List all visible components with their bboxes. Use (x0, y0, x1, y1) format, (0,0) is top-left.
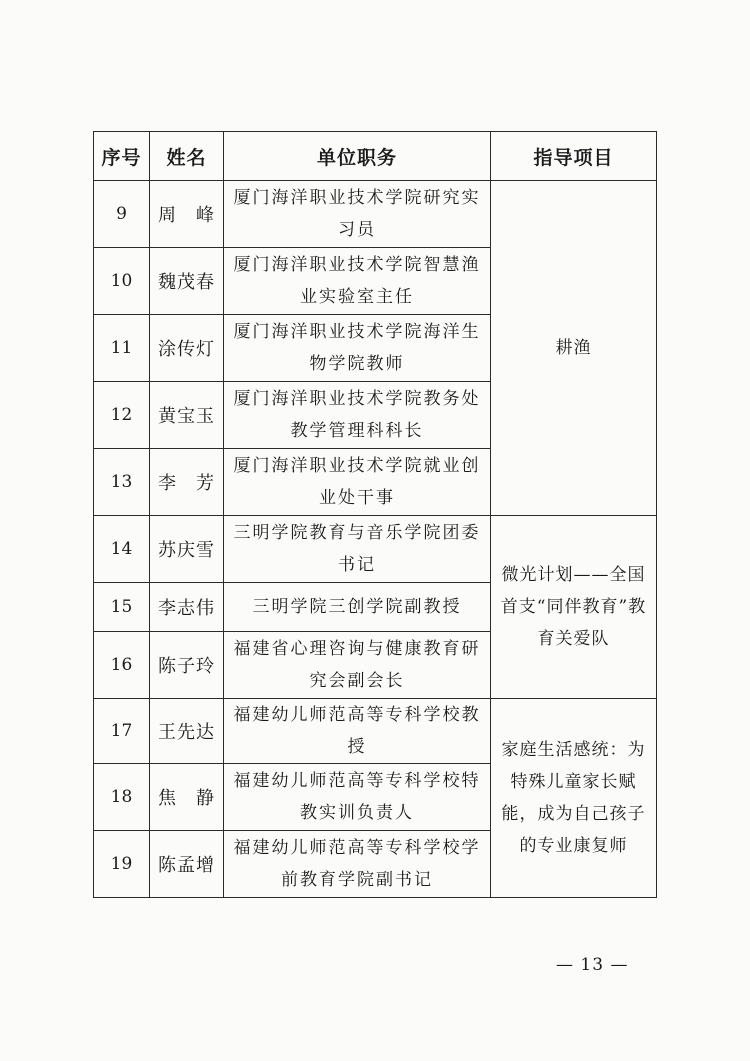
row-unit: 厦门海洋职业技术学院教务处教学管理科科长 (224, 382, 491, 449)
row-no: 19 (94, 831, 150, 898)
row-unit: 厦门海洋职业技术学院研究实习员 (224, 181, 491, 248)
row-unit: 福建幼儿师范高等专科学校学前教育学院副书记 (224, 831, 491, 898)
table-row (94, 181, 657, 248)
table-row (94, 516, 657, 583)
table-row (94, 699, 657, 764)
row-unit: 三明学院教育与音乐学院团委书记 (224, 516, 491, 583)
row-name: 涂传灯 (150, 315, 224, 382)
row-no: 14 (94, 516, 150, 583)
row-name: 李 芳 (150, 449, 224, 516)
row-unit: 厦门海洋职业技术学院智慧渔业实验室主任 (224, 248, 491, 315)
row-name: 黄宝玉 (150, 382, 224, 449)
page-number: — 13 — (556, 955, 629, 975)
row-name: 焦 静 (150, 764, 224, 831)
row-name: 王先达 (150, 699, 224, 764)
table-header-row (94, 132, 657, 181)
project-cell: 微光计划——全国首支“同伴教育”教育关爱队 (491, 516, 657, 699)
row-name: 李志伟 (150, 583, 224, 632)
row-name: 魏茂春 (150, 248, 224, 315)
row-name: 周 峰 (150, 181, 224, 248)
row-no: 16 (94, 632, 150, 699)
row-no: 10 (94, 248, 150, 315)
header-name: 姓名 (150, 132, 224, 181)
project-cell: 耕渔 (491, 181, 657, 516)
row-no: 13 (94, 449, 150, 516)
row-unit: 三明学院三创学院副教授 (224, 583, 491, 632)
row-name: 苏庆雪 (150, 516, 224, 583)
row-unit: 福建幼儿师范高等专科学校教授 (224, 699, 491, 764)
row-unit: 福建幼儿师范高等专科学校特教实训负责人 (224, 764, 491, 831)
row-no: 18 (94, 764, 150, 831)
row-unit: 厦门海洋职业技术学院就业创业处干事 (224, 449, 491, 516)
header-unit: 单位职务 (224, 132, 491, 181)
row-unit: 福建省心理咨询与健康教育研究会副会长 (224, 632, 491, 699)
row-no: 12 (94, 382, 150, 449)
row-no: 17 (94, 699, 150, 764)
header-project: 指导项目 (491, 132, 657, 181)
row-no: 9 (94, 181, 150, 248)
staff-table (93, 131, 657, 898)
project-cell: 家庭生活感统：为特殊儿童家长赋能，成为自己孩子的专业康复师 (491, 699, 657, 898)
row-unit: 厦门海洋职业技术学院海洋生物学院教师 (224, 315, 491, 382)
row-no: 11 (94, 315, 150, 382)
row-no: 15 (94, 583, 150, 632)
row-name: 陈子玲 (150, 632, 224, 699)
header-no: 序号 (94, 132, 150, 181)
row-name: 陈孟增 (150, 831, 224, 898)
